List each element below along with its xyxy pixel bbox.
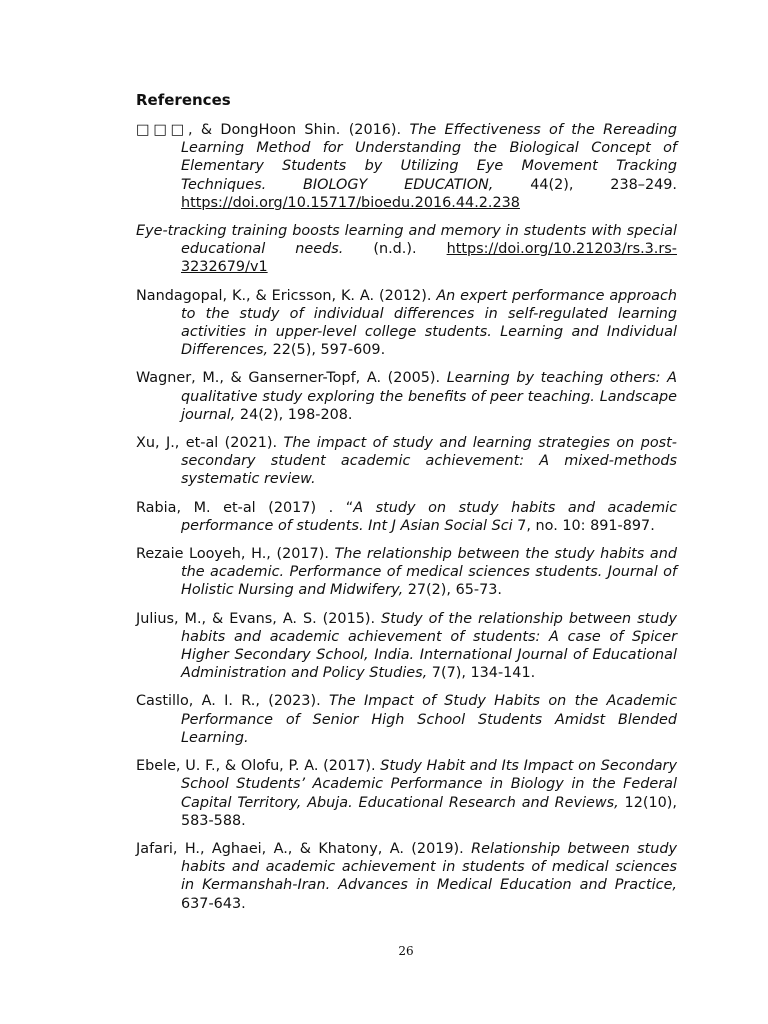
- reference-title: Study Habit and Its Impact on Secondary School Students’ Academic Performance in Biology in the Federal Capital Territory, Abuja. Educational Research and Reviews,: [181, 758, 677, 811]
- reference-entry: [136, 222, 677, 277]
- reference-text: Ebele, U. F., & Olofu, P. A. (2017).: [136, 758, 381, 775]
- reference-text: 637-643.: [181, 895, 246, 912]
- reference-entry: [136, 121, 677, 212]
- reference-text: (n.d.).: [343, 241, 447, 258]
- reference-entry: [136, 434, 677, 489]
- reference-text: □□□, & DongHoon Shin. (2016).: [136, 122, 410, 138]
- reference-entry: [136, 610, 677, 683]
- reference-text: Rezaie Looyeh, H., (2017).: [136, 546, 335, 563]
- reference-entry: [136, 757, 677, 830]
- reference-text: Wagner, M., & Ganserner-Topf, A. (2005).: [136, 370, 447, 387]
- reference-entry: [136, 545, 677, 600]
- reference-title: Eye-tracking training boosts learning and memory in students with special educational needs.: [136, 223, 677, 258]
- reference-text: Castillo, A. I. R., (2023).: [136, 693, 329, 710]
- reference-entry: [136, 369, 677, 424]
- reference-text: 12(10), 583-588.: [181, 794, 677, 829]
- reference-title: The Impact of Study Habits on the Academic Performance of Senior High School Students Amidst Blended Learning.: [181, 693, 678, 746]
- page-number: 26: [398, 944, 414, 958]
- reference-entry: [136, 287, 677, 360]
- reference-text: Xu, J., et-al (2021).: [136, 435, 284, 452]
- reference-text: 7, no. 10: 891-897.: [512, 517, 655, 534]
- doi-link[interactable]: https://doi.org/10.21203/rs.3.rs-3232679/v1: [181, 241, 677, 276]
- reference-title: An expert performance approach to the study of individual differences in self-regulated learning activities in upper-level college students. Learning and Individual Differences,: [181, 287, 677, 359]
- reference-entry: [136, 840, 677, 913]
- reference-title: Study of the relationship between study habits and academic achievement of students: A case of Spicer Higher Secondary School, India. International Journal of Educational Administration and Policy Studies,: [181, 610, 677, 682]
- reference-text: 27(2), 65-73.: [403, 582, 502, 599]
- reference-text: 44(2), 238–249.: [493, 176, 678, 193]
- references-heading: References: [136, 91, 231, 109]
- reference-text: Nandagopal, K., & Ericsson, K. A. (2012).: [136, 287, 437, 304]
- reference-list: [136, 121, 677, 923]
- reference-text: 22(5), 597-609.: [268, 342, 386, 359]
- reference-title: The relationship between the study habits and the academic. Performance of medical sciences students. Journal of Holistic Nursing and Midwifery,: [181, 546, 678, 599]
- reference-title: The Effectiveness of the Rereading Learning Method for Understanding the Biological Concept of Elementary Students by Utilizing Eye Movement Tracking Techniques. BIOLOGY EDUCATION,: [181, 122, 677, 193]
- doi-link[interactable]: https://doi.org/10.15717/bioedu.2016.44.2.238: [181, 194, 520, 211]
- reference-entry: [136, 692, 677, 747]
- reference-text: Jafari, H., Aghaei, A., & Khatony, A. (2019).: [136, 840, 472, 857]
- reference-text: Julius, M., & Evans, A. S. (2015).: [136, 610, 382, 627]
- reference-title: A study on study habits and academic performance of students. Int J Asian Social Sci: [181, 499, 677, 534]
- reference-title: The impact of study and learning strategies on post- secondary student academic achievement: A mixed-methods systematic review.: [181, 435, 677, 488]
- reference-text: Rabia, M. et-al (2017) . “: [136, 499, 354, 516]
- reference-text: 7(7), 134-141.: [427, 665, 536, 682]
- reference-entry: [136, 499, 677, 535]
- reference-title: Learning by teaching others: A qualitative study exploring the benefits of peer teaching. Landscape journal,: [181, 370, 677, 423]
- reference-title: Relationship between study habits and academic achievement in students of medical sciences in Kermanshah-Iran. Advances in Medical Education and Practice,: [181, 840, 677, 894]
- reference-text: 24(2), 198-208.: [235, 406, 353, 423]
